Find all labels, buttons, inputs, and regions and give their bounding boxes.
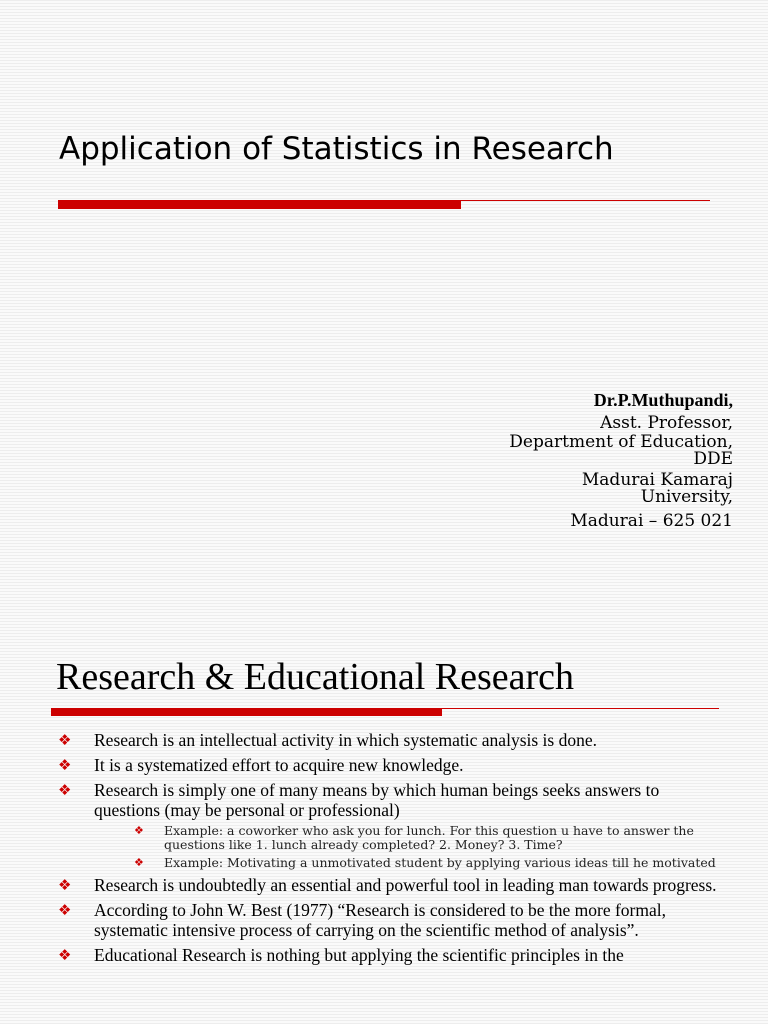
sub-list-item-text: Example: a coworker who ask you for lunch. For this question u have to answer the questions like 1. lunch already completed? 2. Money? 3. Time?: [164, 823, 694, 852]
slide-title: Application of Statistics in Research: [59, 131, 614, 167]
list-item-text: According to John W. Best (1977) “Research is considered to be the more formal, systematic intensive process of carrying on the scientific method of analysis”.: [94, 900, 667, 940]
diamond-bullet-icon: ❖: [58, 781, 72, 799]
author-university: [433, 472, 733, 506]
diamond-bullet-icon: ❖: [134, 824, 144, 837]
content-slide: [0, 630, 768, 1024]
list-item-text: Educational Research is nothing but applying the scientific principles in the: [94, 945, 624, 965]
sub-list-item: [94, 856, 718, 870]
slide-title: Research & Educational Research: [56, 656, 575, 698]
diamond-bullet-icon: ❖: [58, 731, 72, 749]
list-item: [58, 780, 718, 870]
diamond-bullet-icon: ❖: [58, 946, 72, 964]
author-department: [433, 434, 733, 468]
author-department-suffix: DDE: [693, 449, 733, 469]
underline-thin-segment: [461, 200, 710, 201]
underline-thick-segment: [51, 708, 442, 716]
diamond-bullet-icon: ❖: [58, 901, 72, 919]
author-university-line-1: Madurai Kamaraj: [581, 470, 733, 490]
list-item-text: It is a systematized effort to acquire new knowledge.: [94, 755, 464, 775]
underline-thin-segment: [442, 708, 719, 709]
author-university-line-2: University,: [640, 487, 733, 507]
author-designation: Asst. Professor,: [600, 413, 733, 433]
list-item: [58, 900, 718, 940]
author-department-name: Department of Education,: [509, 432, 733, 452]
list-item: [58, 755, 718, 775]
author-city: Madurai – 625 021: [570, 511, 733, 531]
diamond-bullet-icon: ❖: [58, 876, 72, 894]
sub-list-item: [94, 824, 718, 852]
list-item-text: Research is undoubtedly an essential and powerful tool in leading man towards progress.: [94, 875, 717, 895]
underline-thick-segment: [58, 200, 461, 209]
diamond-bullet-icon: ❖: [134, 856, 144, 869]
list-item: [58, 875, 718, 895]
list-item-text: Research is simply one of many means by which human beings seeks answers to questions (may be personal or professional): [94, 780, 660, 820]
title-underline: [51, 708, 719, 717]
list-item: [58, 945, 718, 965]
list-item: [58, 730, 718, 750]
list-item-text: Research is an intellectual activity in which systematic analysis is done.: [94, 730, 597, 750]
title-underline: [58, 200, 710, 210]
bullet-list: [58, 730, 718, 970]
diamond-bullet-icon: ❖: [58, 756, 72, 774]
sub-list-item-text: Example: Motivating a unmotivated student by applying various ideas till he motivated: [164, 855, 716, 870]
author-block: [433, 388, 733, 532]
sub-bullet-list: [94, 824, 718, 870]
author-name: Dr.P.Muthupandi,: [593, 390, 733, 410]
